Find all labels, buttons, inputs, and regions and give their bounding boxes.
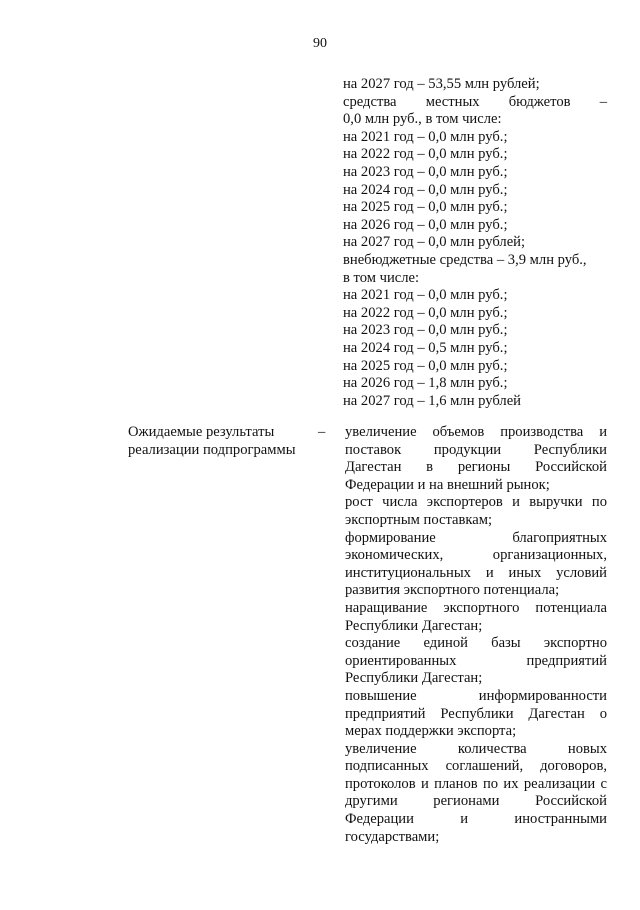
results-label: Ожидаемые результаты реализации подпрограммы <box>128 424 296 458</box>
funding-line: на 2021 год – 0,0 млн руб.; <box>343 128 508 145</box>
funding-line: на 2023 год – 0,0 млн руб.; <box>343 163 508 180</box>
result-item: повышение информированности предприятий Республики Дагестан о мерах поддержки экспорта; <box>345 687 607 740</box>
funding-breakdown <box>343 76 607 410</box>
funding-line: на 2027 год – 1,6 млн рублей <box>343 392 521 409</box>
funding-line: на 2021 год – 0,0 млн руб.; <box>343 287 508 304</box>
funding-line: в том числе: <box>343 269 420 286</box>
funding-line: на 2022 год – 0,0 млн руб.; <box>343 304 508 321</box>
funding-line: на 2027 год – 53,55 млн рублей; <box>343 76 540 92</box>
funding-line: на 2025 год – 0,0 млн руб.; <box>343 357 508 374</box>
funding-line: на 2024 год – 0,5 млн руб.; <box>343 339 508 356</box>
funding-line: на 2022 год – 0,0 млн руб.; <box>343 146 508 163</box>
funding-line: на 2025 год – 0,0 млн руб.; <box>343 199 508 216</box>
funding-line: на 2024 год – 0,0 млн руб.; <box>343 181 508 198</box>
funding-line: 0,0 млн руб., в том числе: <box>343 111 502 128</box>
funding-line: на 2023 год – 0,0 млн руб.; <box>343 322 508 339</box>
result-item: формирование благоприятных экономических, организационных, институциональных и иных условий развития экспортного потенциала; <box>345 529 607 599</box>
funding-line: на 2027 год – 0,0 млн рублей; <box>343 234 526 251</box>
funding-line: средства местных бюджетов – <box>343 93 607 110</box>
result-item: рост числа экспортеров и выручки по экспортным поставкам; <box>345 494 607 528</box>
result-item: увеличение объемов производства и поставок продукции Республики Дагестан в регионы Российской Федерации и на внешний рынок; <box>345 424 607 493</box>
result-item: увеличение количества новых подписанных соглашений, договоров, протоколов и планов по их реализации с другими регионами Российской Федерации и иностранными государствами; <box>345 740 607 845</box>
funding-line: внебюджетные средства – 3,9 млн руб., <box>343 251 587 268</box>
result-item: создание единой базы экспортно ориентированных предприятий Республики Дагестан; <box>345 635 607 687</box>
label-dash: – <box>318 424 326 440</box>
result-item: наращивание экспортного потенциала Республики Дагестан; <box>345 599 607 634</box>
funding-line: на 2026 год – 0,0 млн руб.; <box>343 216 508 233</box>
funding-line: на 2026 год – 1,8 млн руб.; <box>343 375 508 392</box>
expected-results-list <box>345 424 607 846</box>
page-number: 90 <box>313 36 327 51</box>
